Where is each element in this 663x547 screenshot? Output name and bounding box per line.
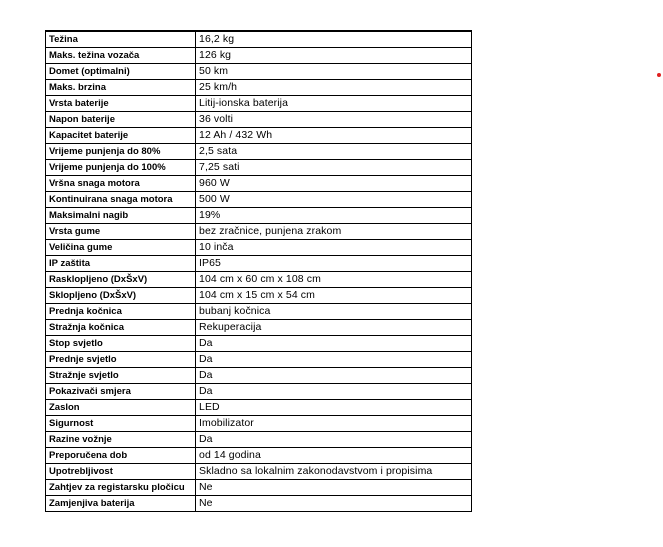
- spec-value: Skladno sa lokalnim zakonodavstvom i propisima: [196, 464, 472, 480]
- spec-value: bez zračnice, punjena zrakom: [196, 224, 472, 240]
- table-row: [46, 288, 472, 304]
- spec-value: 16,2 kg: [196, 31, 472, 48]
- spec-label: Zahtjev za registarsku pločicu: [46, 480, 196, 496]
- table-row: [46, 80, 472, 96]
- spec-value: IP65: [196, 256, 472, 272]
- spec-value: 25 km/h: [196, 80, 472, 96]
- spec-label: Domet (optimalni): [46, 64, 196, 80]
- spec-value: Da: [196, 368, 472, 384]
- table-row: [46, 240, 472, 256]
- specifications-table: [45, 30, 472, 512]
- spec-value: Litij-ionska baterija: [196, 96, 472, 112]
- table-row: [46, 128, 472, 144]
- spec-value: Da: [196, 336, 472, 352]
- spec-value: 126 kg: [196, 48, 472, 64]
- table-row: [46, 352, 472, 368]
- table-row: [46, 176, 472, 192]
- spec-value: 7,25 sati: [196, 160, 472, 176]
- table-row: [46, 96, 472, 112]
- spec-label: Rasklopljeno (DxŠxV): [46, 272, 196, 288]
- spec-value: 500 W: [196, 192, 472, 208]
- table-row: [46, 224, 472, 240]
- spec-value: 50 km: [196, 64, 472, 80]
- spec-label: Zaslon: [46, 400, 196, 416]
- spec-value: Imobilizator: [196, 416, 472, 432]
- spec-value: 10 inča: [196, 240, 472, 256]
- spec-label: Maksimalni nagib: [46, 208, 196, 224]
- spec-label: Pokazivači smjera: [46, 384, 196, 400]
- spec-label: Stop svjetlo: [46, 336, 196, 352]
- spec-value: 2,5 sata: [196, 144, 472, 160]
- spec-value: Da: [196, 352, 472, 368]
- table-row: [46, 31, 472, 48]
- table-row: [46, 208, 472, 224]
- spec-label: Kapacitet baterije: [46, 128, 196, 144]
- spec-label: Stražnja kočnica: [46, 320, 196, 336]
- red-marker-dot: [657, 73, 661, 77]
- spec-label: Maks. brzina: [46, 80, 196, 96]
- table-row: [46, 320, 472, 336]
- spec-label: Vrsta baterije: [46, 96, 196, 112]
- spec-value: 19%: [196, 208, 472, 224]
- spec-label: Upotrebljivost: [46, 464, 196, 480]
- spec-label: Razine vožnje: [46, 432, 196, 448]
- table-row: [46, 160, 472, 176]
- table-row: [46, 336, 472, 352]
- table-row: [46, 384, 472, 400]
- table-row: [46, 272, 472, 288]
- spec-label: Vršna snaga motora: [46, 176, 196, 192]
- spec-value: LED: [196, 400, 472, 416]
- table-row: [46, 64, 472, 80]
- table-row: [46, 448, 472, 464]
- spec-label: Veličina gume: [46, 240, 196, 256]
- spec-value: 960 W: [196, 176, 472, 192]
- spec-label: Maks. težina vozača: [46, 48, 196, 64]
- spec-value: Ne: [196, 480, 472, 496]
- specifications-table-body: [46, 31, 472, 512]
- spec-label: Napon baterije: [46, 112, 196, 128]
- spec-label: Težina: [46, 31, 196, 48]
- spec-label: Sklopljeno (DxŠxV): [46, 288, 196, 304]
- spec-value: Rekuperacija: [196, 320, 472, 336]
- spec-value: bubanj kočnica: [196, 304, 472, 320]
- table-row: [46, 144, 472, 160]
- spec-label: Vrijeme punjenja do 80%: [46, 144, 196, 160]
- spec-label: Zamjenjiva baterija: [46, 496, 196, 512]
- spec-label: Prednje svjetlo: [46, 352, 196, 368]
- table-row: [46, 368, 472, 384]
- spec-label: Prednja kočnica: [46, 304, 196, 320]
- table-row: [46, 480, 472, 496]
- spec-label: Preporučena dob: [46, 448, 196, 464]
- spec-value: od 14 godina: [196, 448, 472, 464]
- spec-value: 12 Ah / 432 Wh: [196, 128, 472, 144]
- table-row: [46, 464, 472, 480]
- table-row: [46, 256, 472, 272]
- spec-label: Vrijeme punjenja do 100%: [46, 160, 196, 176]
- spec-value: 104 cm x 60 cm x 108 cm: [196, 272, 472, 288]
- spec-label: Stražnje svjetlo: [46, 368, 196, 384]
- table-row: [46, 304, 472, 320]
- table-row: [46, 112, 472, 128]
- spec-value: 104 cm x 15 cm x 54 cm: [196, 288, 472, 304]
- table-row: [46, 400, 472, 416]
- spec-value: 36 volti: [196, 112, 472, 128]
- spec-value: Da: [196, 384, 472, 400]
- table-row: [46, 48, 472, 64]
- spec-label: Kontinuirana snaga motora: [46, 192, 196, 208]
- table-row: [46, 496, 472, 512]
- spec-value: Ne: [196, 496, 472, 512]
- spec-label: Vrsta gume: [46, 224, 196, 240]
- table-row: [46, 432, 472, 448]
- table-row: [46, 192, 472, 208]
- spec-label: Sigurnost: [46, 416, 196, 432]
- table-row: [46, 416, 472, 432]
- spec-value: Da: [196, 432, 472, 448]
- spec-label: IP zaštita: [46, 256, 196, 272]
